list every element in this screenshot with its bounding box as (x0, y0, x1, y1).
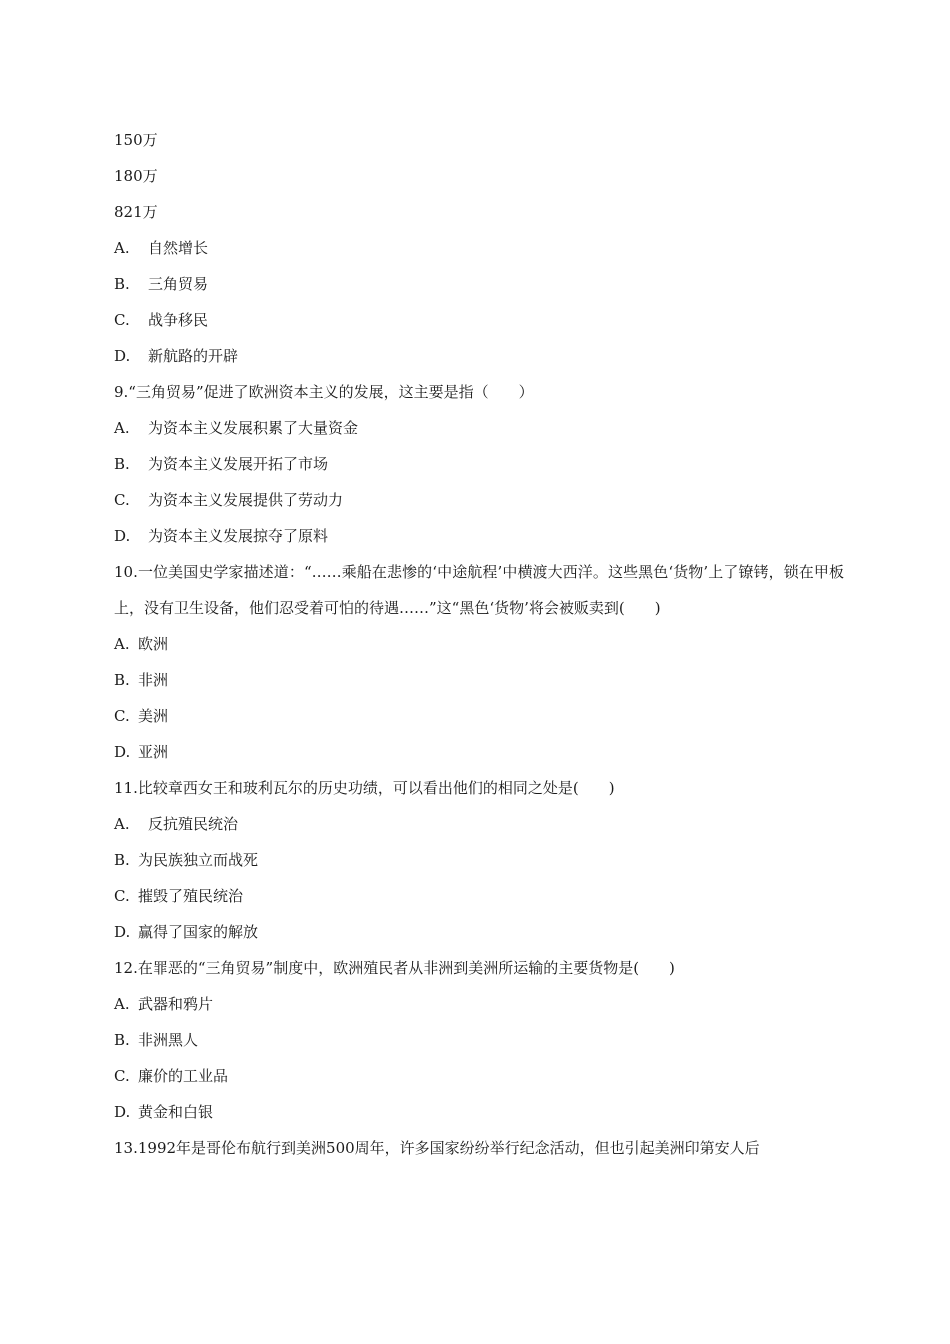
option-text: 三角贸易 (148, 275, 209, 293)
option-letter: B. (114, 1031, 130, 1049)
option-text: 美洲 (138, 707, 169, 725)
question-11: 11.比较章西女王和玻利瓦尔的历史功绩，可以看出他们的相同之处是( ) (114, 779, 615, 797)
option-letter: C. (114, 491, 130, 509)
figure-line: 150万 (114, 131, 158, 149)
question-10: 10.一位美国史学家描述道：“……乘船在悲惨的‘中途航程’中横渡大西洋。这些黑色‘货物’上了镣铐，锁在甲板上，没有卫生设备，他们忍受着可怕的待遇……”这“黑色‘货物’将会被贩卖到( ) (114, 563, 844, 617)
option-letter: A. (114, 419, 130, 437)
option-text: 为资本主义发展掠夺了原料 (148, 527, 329, 545)
option-a (114, 986, 844, 1022)
option-d (114, 338, 844, 374)
document-content (114, 122, 844, 1166)
option-text: 武器和鸦片 (138, 995, 214, 1013)
option-text: 非洲黑人 (138, 1031, 199, 1049)
option-text: 为资本主义发展提供了劳动力 (148, 491, 344, 509)
option-d (114, 1094, 844, 1130)
option-text: 自然增长 (148, 239, 209, 257)
question-9: 9.“三角贸易”促进了欧洲资本主义的发展，这主要是指（ ） (114, 383, 534, 401)
option-letter: D. (114, 347, 131, 365)
option-text: 为资本主义发展积累了大量资金 (148, 419, 359, 437)
option-b (114, 842, 844, 878)
option-text: 摧毁了殖民统治 (138, 887, 244, 905)
option-letter: D. (114, 743, 131, 761)
figure-line: 821万 (114, 203, 158, 221)
option-text: 新航路的开辟 (148, 347, 239, 365)
option-b (114, 266, 844, 302)
option-letter: B. (114, 851, 130, 869)
option-a (114, 410, 844, 446)
option-d (114, 914, 844, 950)
option-letter: A. (114, 239, 130, 257)
option-text: 亚洲 (138, 743, 169, 761)
option-text: 战争移民 (148, 311, 209, 329)
question-13: 13.1992年是哥伦布航行到美洲500周年，许多国家纷纷举行纪念活动，但也引起美洲印第安人后 (114, 1139, 760, 1157)
option-letter: C. (114, 887, 130, 905)
option-letter: A. (114, 635, 130, 653)
option-a (114, 626, 844, 662)
option-letter: B. (114, 275, 130, 293)
option-letter: D. (114, 527, 131, 545)
option-c (114, 302, 844, 338)
option-text: 廉价的工业品 (138, 1067, 229, 1085)
option-c (114, 698, 844, 734)
option-b (114, 662, 844, 698)
option-a (114, 230, 844, 266)
option-c (114, 1058, 844, 1094)
option-text: 非洲 (138, 671, 169, 689)
option-letter: C. (114, 707, 130, 725)
option-d (114, 518, 844, 554)
question-12: 12.在罪恶的“三角贸易”制度中，欧洲殖民者从非洲到美洲所运输的主要货物是( ) (114, 959, 675, 977)
option-d (114, 734, 844, 770)
option-letter: C. (114, 311, 130, 329)
option-b (114, 446, 844, 482)
option-text: 反抗殖民统治 (148, 815, 239, 833)
option-text: 黄金和白银 (138, 1103, 214, 1121)
option-b (114, 1022, 844, 1058)
option-text: 赢得了国家的解放 (138, 923, 259, 941)
option-c (114, 482, 844, 518)
option-text: 为资本主义发展开拓了市场 (148, 455, 329, 473)
option-letter: A. (114, 995, 130, 1013)
option-letter: D. (114, 1103, 131, 1121)
option-letter: C. (114, 1067, 130, 1085)
figure-line: 180万 (114, 167, 158, 185)
option-a (114, 806, 844, 842)
option-letter: D. (114, 923, 131, 941)
option-letter: A. (114, 815, 130, 833)
option-text: 欧洲 (138, 635, 169, 653)
option-letter: B. (114, 455, 130, 473)
option-letter: B. (114, 671, 130, 689)
option-text: 为民族独立而战死 (138, 851, 259, 869)
option-c (114, 878, 844, 914)
